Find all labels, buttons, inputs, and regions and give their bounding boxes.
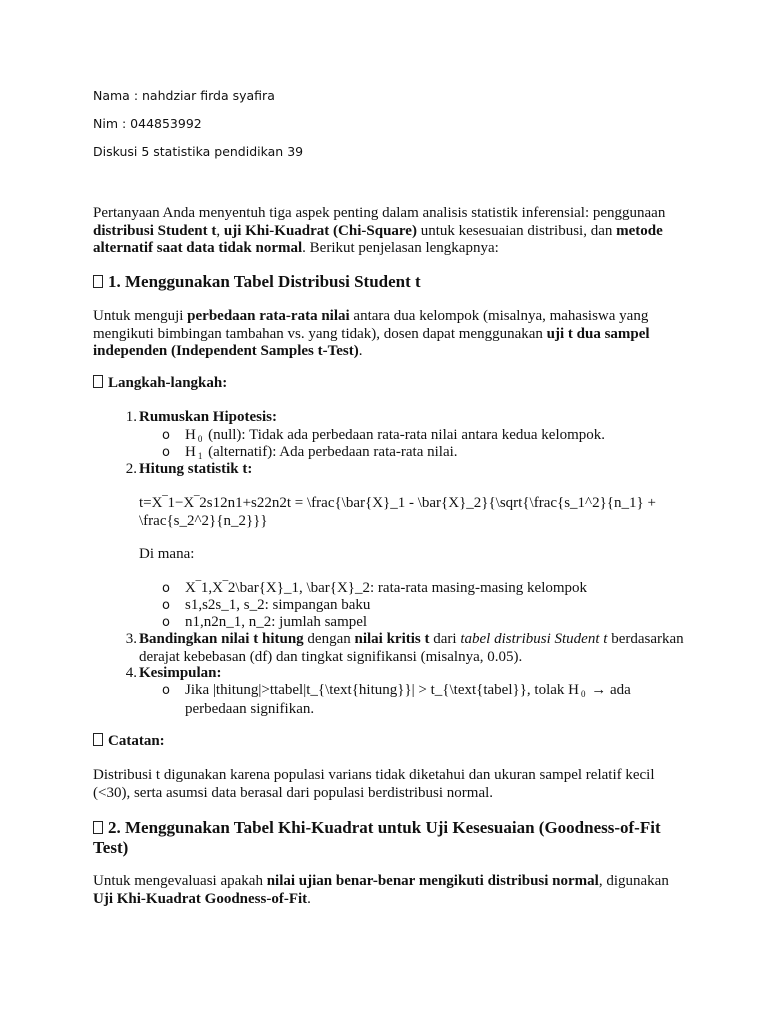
bullet-marker: o [162,445,170,460]
step4-title: Kesimpulan: [139,665,222,681]
placeholder-box-icon [93,275,103,288]
conclusion-rule: Jika |thitung|>ttabel|t_{\text{hitung}}| > t_{\text{tabel}}, tolak H $_0$ → ada perbedaan signifikan. [185,682,631,717]
bullet-marker: o [162,598,170,613]
definition-sd: s1,s2s_1, s_2: simpangan baku [185,597,371,613]
right-arrow-icon: → [591,682,607,698]
section1-paragraph: Untuk menguji perbedaan rata-rata nilai antara dua kelompok (misalnya, mahasiswa yang mengikuti bimbingan tambahan vs. yang tidak), dosen dapat menggunakan uji t dua sampel independen (Independent Samples t-Test). [93,308,650,359]
step3-number: 3. [125,631,137,647]
section1-heading: 1. Menggunakan Tabel Distribusi Student t [93,272,693,292]
student-name: Nama : nahdziar firda syafira [93,88,275,103]
student-nim: Nim : 044853992 [93,116,202,131]
step4-number: 4. [125,665,137,681]
bullet-marker: o [162,581,170,596]
intro-paragraph: Pertanyaan Anda menyentuh tiga aspek penting dalam analisis statistik inferensial: penggunaan distribusi Student t, uji Khi-Kuadrat (Chi-Square) untuk kesesuaian distribusi, dan metode alternatif saat data tidak normal. Berikut penjelasan lengkapnya: [93,205,666,256]
step1-title: Rumuskan Hipotesis: [139,409,277,425]
note-paragraph: Distribusi t digunakan karena populasi varians tidak diketahui dan ukuran sampel relatif kecil (<30), serta asumsi data berasal dari populasi berdistribusi normal. [93,767,655,801]
placeholder-box-icon [93,375,103,388]
note-heading: Catatan: [93,733,165,751]
section2-heading: 2. Menggunakan Tabel Khi-Kuadrat untuk Uji Kesesuaian (Goodness-of-Fit Test) [93,818,661,857]
bullet-marker: o [162,428,170,443]
step2-number: 2. [125,461,137,477]
definition-n: n1,n2n_1, n_2: jumlah sampel [185,614,368,630]
step3-text: Bandingkan nilai t hitung dengan nilai kritis t dari tabel distribusi Student t berdasarkan derajat kebebasan (df) dan tingkat signifikansi (misalnya, 0.05). [139,631,684,665]
placeholder-box-icon [93,733,103,746]
definition-means: X‾1,X‾2\bar{X}_1, \bar{X}_2: rata-rata masing-masing kelompok [185,580,588,596]
hypothesis-h1: H $_1$ (alternatif): Ada perbedaan rata-rata nilai. [185,444,458,461]
di-mana-label: Di mana: [139,546,195,562]
bullet-marker: o [162,683,170,698]
hypothesis-h0: H $_0$ (null): Tidak ada perbedaan rata-rata nilai antara kedua kelompok. [185,427,606,444]
course-title: Diskusi 5 statistika pendidikan 39 [93,144,304,159]
placeholder-box-icon [93,821,103,834]
section2-paragraph: Untuk mengevaluasi apakah nilai ujian benar-benar mengikuti distribusi normal, digunakan Uji Khi-Kuadrat Goodness-of-Fit. [93,873,669,907]
bullet-marker: o [162,615,170,630]
steps-heading: Langkah-langkah: [93,375,227,393]
step1-number: 1. [125,409,137,425]
step2-title: Hitung statistik t: [139,461,253,477]
t-formula: t=X‾1−X‾2s12n1+s22n2t = \frac{\bar{X}_1 - \bar{X}_2}{\sqrt{\frac{s_1^2}{n_1} + \frac{s_2^2}{n_2}}} [139,495,656,529]
